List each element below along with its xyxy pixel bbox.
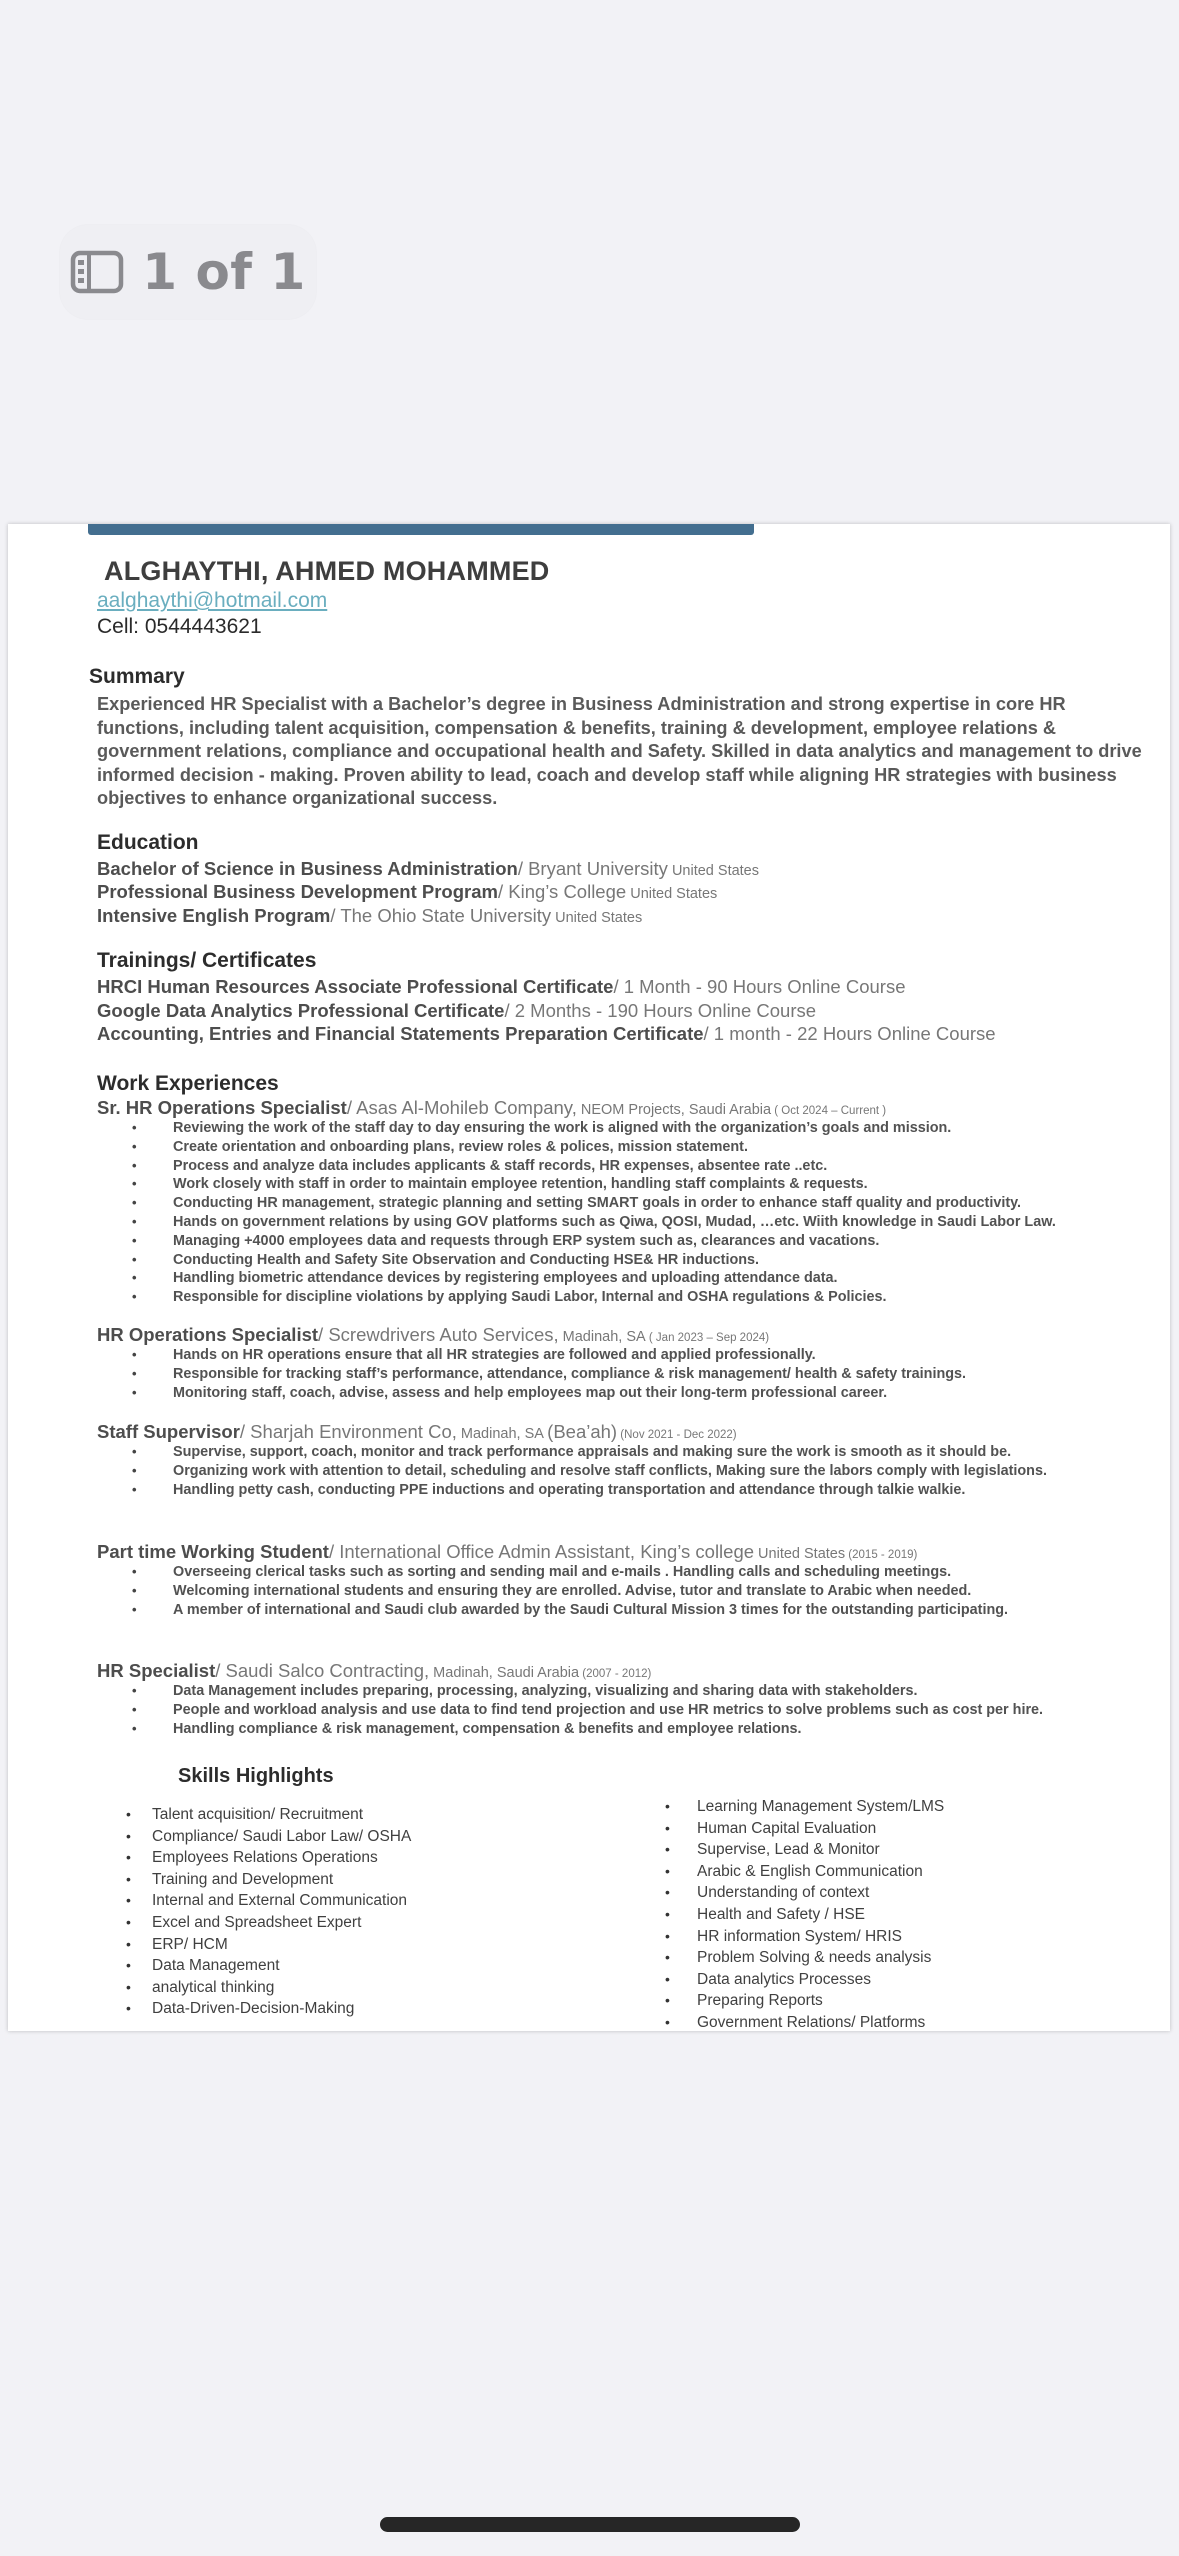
job-title-line: Part time Working Student/ International Office Admin Assistant, King’s college United States (2015 - 2019) bbox=[97, 1541, 918, 1562]
list-item: • Conducting HR management, strategic planning and setting SMART goals in order to enhance staff quality and productivity. bbox=[133, 1194, 1056, 1213]
list-item: • Data Management bbox=[126, 1955, 411, 1977]
document-page[interactable] bbox=[8, 524, 1170, 2031]
education-item: Professional Business Development Program/ King’s College United States bbox=[97, 881, 718, 902]
job-title-line: HR Operations Specialist/ Screwdrivers Auto Services, Madinah, SA ( Jan 2023 – Sep 2024) bbox=[97, 1324, 770, 1345]
list-item: • Health and Safety / HSE bbox=[665, 1904, 944, 1926]
list-item: • Excel and Spreadsheet Expert bbox=[126, 1912, 411, 1934]
job-bullets bbox=[133, 1563, 1008, 1619]
skills-list-left bbox=[126, 1804, 411, 2020]
trainings-heading: Trainings/ Certificates bbox=[97, 949, 317, 972]
list-item: • Human Capital Evaluation bbox=[665, 1818, 944, 1840]
phone-number: Cell: 0544443621 bbox=[97, 615, 262, 638]
training-item: Accounting, Entries and Financial Statements Preparation Certificate/ 1 month - 22 Hours Online Course bbox=[97, 1023, 996, 1044]
page-count: 1 of 1 bbox=[142, 243, 306, 301]
education-item: Intensive English Program/ The Ohio State University United States bbox=[97, 905, 643, 926]
list-item: • Hands on government relations by using GOV platforms such as Qiwa, QOSI, Mudad, …etc. Wiith knowledge in Saudi Labor Law. bbox=[133, 1213, 1056, 1232]
list-item: • Learning Management System/LMS bbox=[665, 1796, 944, 1818]
work-heading: Work Experiences bbox=[97, 1072, 279, 1095]
list-item: • Handling petty cash, conducting PPE inductions and operating transportation and attendance through talkie walkie. bbox=[133, 1481, 1047, 1500]
list-item: • Handling compliance & risk management, compensation & benefits and employee relations. bbox=[133, 1720, 1043, 1739]
job-bullets bbox=[133, 1346, 966, 1402]
sidebar-thumbnails-icon bbox=[70, 250, 124, 294]
job-bullets bbox=[133, 1682, 1043, 1738]
list-item: • Work closely with staff in order to maintain employee retention, handling staff complaints & requests. bbox=[133, 1175, 1056, 1194]
job-bullets bbox=[133, 1443, 1047, 1499]
list-item: • People and workload analysis and use data to find tend projection and use HR metrics to solve problems such as cost per hire. bbox=[133, 1701, 1043, 1720]
education-heading: Education bbox=[97, 831, 199, 854]
list-item: • HR information System/ HRIS bbox=[665, 1926, 944, 1948]
list-item: • Handling biometric attendance devices by registering employees and uploading attendance data. bbox=[133, 1269, 1056, 1288]
page-indicator[interactable] bbox=[60, 225, 316, 319]
list-item: • Responsible for tracking staff’s performance, attendance, compliance & risk management/ health & safety trainings. bbox=[133, 1365, 966, 1384]
skills-list-right bbox=[665, 1796, 944, 2031]
skills-heading: Skills Highlights bbox=[178, 1765, 334, 1787]
list-item: • Hands on HR operations ensure that all HR strategies are followed and applied professionally. bbox=[133, 1346, 966, 1365]
candidate-name: ALGHAYTHI, AHMED MOHAMMED bbox=[104, 556, 550, 586]
list-item: • Talent acquisition/ Recruitment bbox=[126, 1804, 411, 1826]
home-indicator[interactable] bbox=[380, 2517, 800, 2532]
list-item: • Understanding of context bbox=[665, 1882, 944, 1904]
list-item: • analytical thinking bbox=[126, 1977, 411, 1999]
list-item: • Employees Relations Operations bbox=[126, 1847, 411, 1869]
list-item: • Process and analyze data includes applicants & staff records, HR expenses, absentee rate ..etc. bbox=[133, 1157, 1056, 1176]
list-item: • Arabic & English Communication bbox=[665, 1861, 944, 1883]
list-item: • Supervise, support, coach, monitor and track performance appraisals and making sure the work is smooth as it should be. bbox=[133, 1443, 1047, 1462]
list-item: • Supervise, Lead & Monitor bbox=[665, 1839, 944, 1861]
education-item: Bachelor of Science in Business Administration/ Bryant University United States bbox=[97, 858, 759, 879]
list-item: • Organizing work with attention to detail, scheduling and resolve staff conflicts, Making sure the labors comply with legislations. bbox=[133, 1462, 1047, 1481]
list-item: • Conducting Health and Safety Site Observation and Conducting HSE& HR inductions. bbox=[133, 1251, 1056, 1270]
list-item: • Managing +4000 employees data and requests through ERP system such as, clearances and vacations. bbox=[133, 1232, 1056, 1251]
list-item: • ERP/ HCM bbox=[126, 1934, 411, 1956]
list-item: • Welcoming international students and ensuring they are enrolled. Advise, tutor and translate to Arabic when needed. bbox=[133, 1582, 1008, 1601]
list-item: • Data Management includes preparing, processing, analyzing, visualizing and sharing data with stakeholders. bbox=[133, 1682, 1043, 1701]
job-bullets bbox=[133, 1119, 1056, 1307]
list-item: • Responsible for discipline violations by applying Saudi Labor, Internal and OSHA regulations & Policies. bbox=[133, 1288, 1056, 1307]
list-item: • Internal and External Communication bbox=[126, 1890, 411, 1912]
list-item: • Problem Solving & needs analysis bbox=[665, 1947, 944, 1969]
list-item: • Preparing Reports bbox=[665, 1990, 944, 2012]
job-title-line: Sr. HR Operations Specialist/ Asas Al-Mohileb Company, NEOM Projects, Saudi Arabia ( Oct 2024 – Current ) bbox=[97, 1097, 887, 1118]
training-item: Google Data Analytics Professional Certificate/ 2 Months - 190 Hours Online Course bbox=[97, 1000, 817, 1021]
header-accent-bar bbox=[88, 524, 754, 535]
list-item: • Data analytics Processes bbox=[665, 1969, 944, 1991]
list-item: • Government Relations/ Platforms bbox=[665, 2012, 944, 2031]
list-item: • Training and Development bbox=[126, 1869, 411, 1891]
summary-text: Experienced HR Specialist with a Bachelor’s degree in Business Administration and strong expertise in core HR functions, including talent acquisition, compensation & benefits, training & development, employee relations & government relations, compliance and occupational health and Safety. Skilled in data analytics and management to drive informed decision - making. Proven ability to lead, coach and develop staff while aligning HR strategies with business objectives to enhance organizational success. bbox=[97, 694, 1142, 809]
list-item: • Compliance/ Saudi Labor Law/ OSHA bbox=[126, 1826, 411, 1848]
job-title-line: HR Specialist/ Saudi Salco Contracting, Madinah, Saudi Arabia (2007 - 2012) bbox=[97, 1660, 652, 1681]
list-item: • A member of international and Saudi club awarded by the Saudi Cultural Mission 3 times for the outstanding participating. bbox=[133, 1601, 1008, 1620]
list-item: • Monitoring staff, coach, advise, assess and help employees map out their long-term professional career. bbox=[133, 1384, 966, 1403]
job-title-line: Staff Supervisor/ Sharjah Environment Co, Madinah, SA (Bea’ah) (Nov 2021 - Dec 2022) bbox=[97, 1421, 737, 1442]
list-item: • Create orientation and onboarding plans, review roles & polices, mission statement. bbox=[133, 1138, 1056, 1157]
list-item: • Reviewing the work of the staff day to day ensuring the work is aligned with the organization’s goals and mission. bbox=[133, 1119, 1056, 1138]
email-link[interactable]: aalghaythi@hotmail.com bbox=[97, 589, 328, 612]
summary-heading: Summary bbox=[89, 665, 185, 688]
training-item: HRCI Human Resources Associate Professional Certificate/ 1 Month - 90 Hours Online Course bbox=[97, 976, 906, 997]
list-item: • Overseeing clerical tasks such as sorting and sending mail and e-mails . Handling calls and scheduling meetings. bbox=[133, 1563, 1008, 1582]
list-item: • Data-Driven-Decision-Making bbox=[126, 1998, 411, 2020]
